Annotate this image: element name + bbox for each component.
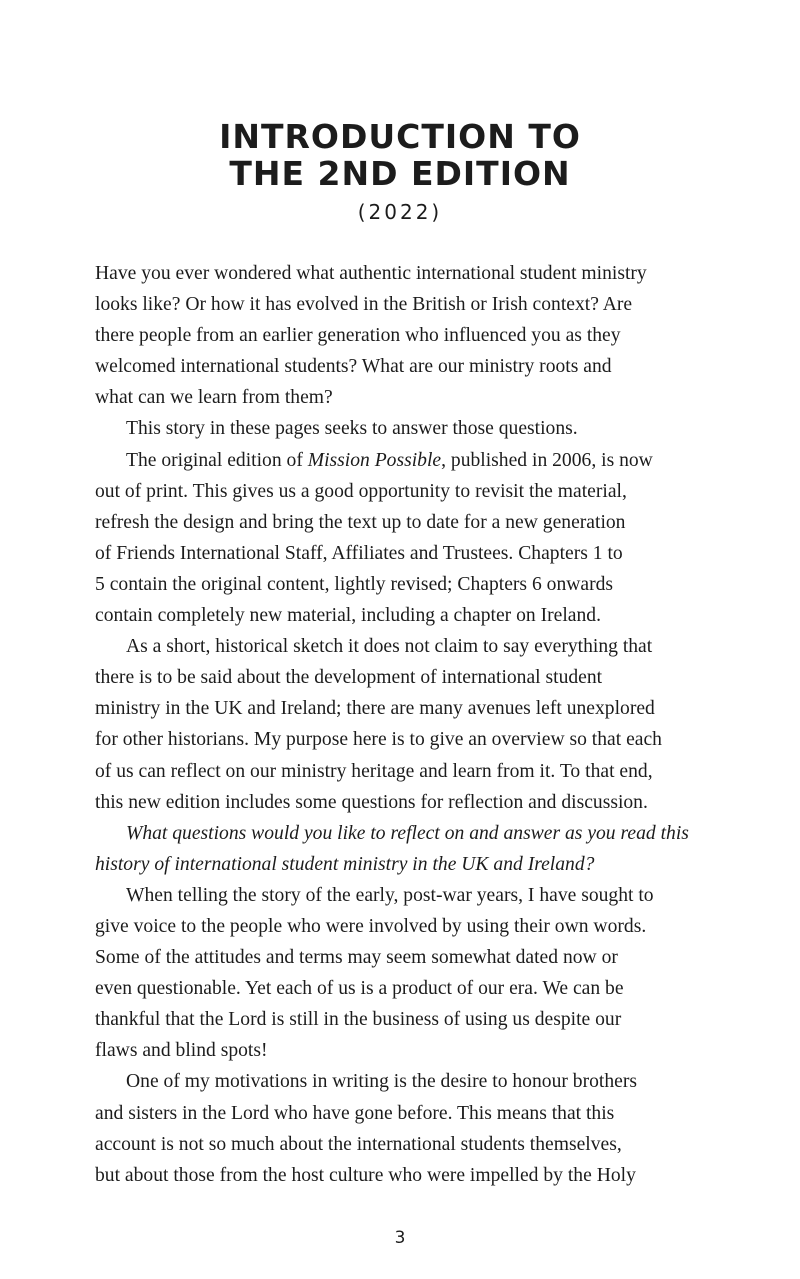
text-line: Have you ever wondered what authentic international student ministry [95, 263, 647, 284]
text-line: thankful that the Lord is still in the business of using us despite our [95, 1009, 622, 1031]
text-line: This story in these pages seeks to answer those questions. [126, 418, 578, 440]
book-title: Mission Possible [307, 449, 442, 471]
text-line: but about those from the host culture who were impelled by the Holy [95, 1164, 636, 1186]
text-line: welcomed international students? What are our ministry roots and [95, 356, 612, 378]
text-segment: , published in 2006, is now [441, 449, 653, 471]
text-line: give voice to the people who were involved by using their own words. [95, 915, 647, 937]
text-line [95, 445, 715, 476]
text-line: 5 contain the original content, lightly revised; Chapters 6 onwards [95, 573, 614, 595]
text-line: of us can reflect on our ministry heritage and learn from it. To that end, [95, 760, 653, 782]
chapter-title-line-2: THE 2ND EDITION [229, 154, 571, 193]
text-line: what can we learn from them? [95, 387, 333, 409]
text-line: ministry in the UK and Ireland; there are many avenues left unexplored [95, 698, 655, 720]
text-line: there is to be said about the development of international student [95, 667, 603, 689]
chapter-title-line-1: INTRODUCTION TO [219, 117, 581, 156]
text-line: account is not so much about the international students themselves, [95, 1133, 622, 1155]
text-line: history of international student ministry in the UK and Ireland? [95, 853, 595, 875]
text-line: flaws and blind spots! [95, 1040, 268, 1062]
text-line: looks like? Or how it has evolved in the British or Irish context? Are [95, 294, 633, 316]
text-segment: The original edition of [126, 449, 308, 471]
text-line: As a short, historical sketch it does not claim to say everything that [126, 636, 653, 658]
text-line: refresh the design and bring the text up to date for a new generation [95, 511, 626, 533]
text-line: One of my motivations in writing is the desire to honour brothers [126, 1071, 637, 1093]
text-line: there people from an earlier generation who influenced you as they [95, 325, 621, 347]
text-line: and sisters in the Lord who have gone before. This means that this [95, 1102, 615, 1124]
chapter-year: (2022) [357, 200, 443, 224]
text-line: What questions would you like to reflect on and answer as you read this [126, 822, 689, 844]
text-line: out of print. This gives us a good opportunity to revisit the material, [95, 480, 627, 502]
text-line: contain completely new material, including a chapter on Ireland. [95, 605, 601, 627]
text-line: for other historians. My purpose here is to give an overview so that each [95, 729, 662, 751]
page-number: 3 [394, 1228, 406, 1248]
body-text [95, 258, 715, 1191]
text-line: When telling the story of the early, post-war years, I have sought to [126, 884, 654, 906]
text-line: of Friends International Staff, Affiliates and Trustees. Chapters 1 to [95, 542, 623, 564]
text-line: this new edition includes some questions for reflection and discussion. [95, 791, 648, 813]
text-line: even questionable. Yet each of us is a product of our era. We can be [95, 978, 624, 1000]
text-line: Some of the attitudes and terms may seem somewhat dated now or [95, 947, 618, 969]
